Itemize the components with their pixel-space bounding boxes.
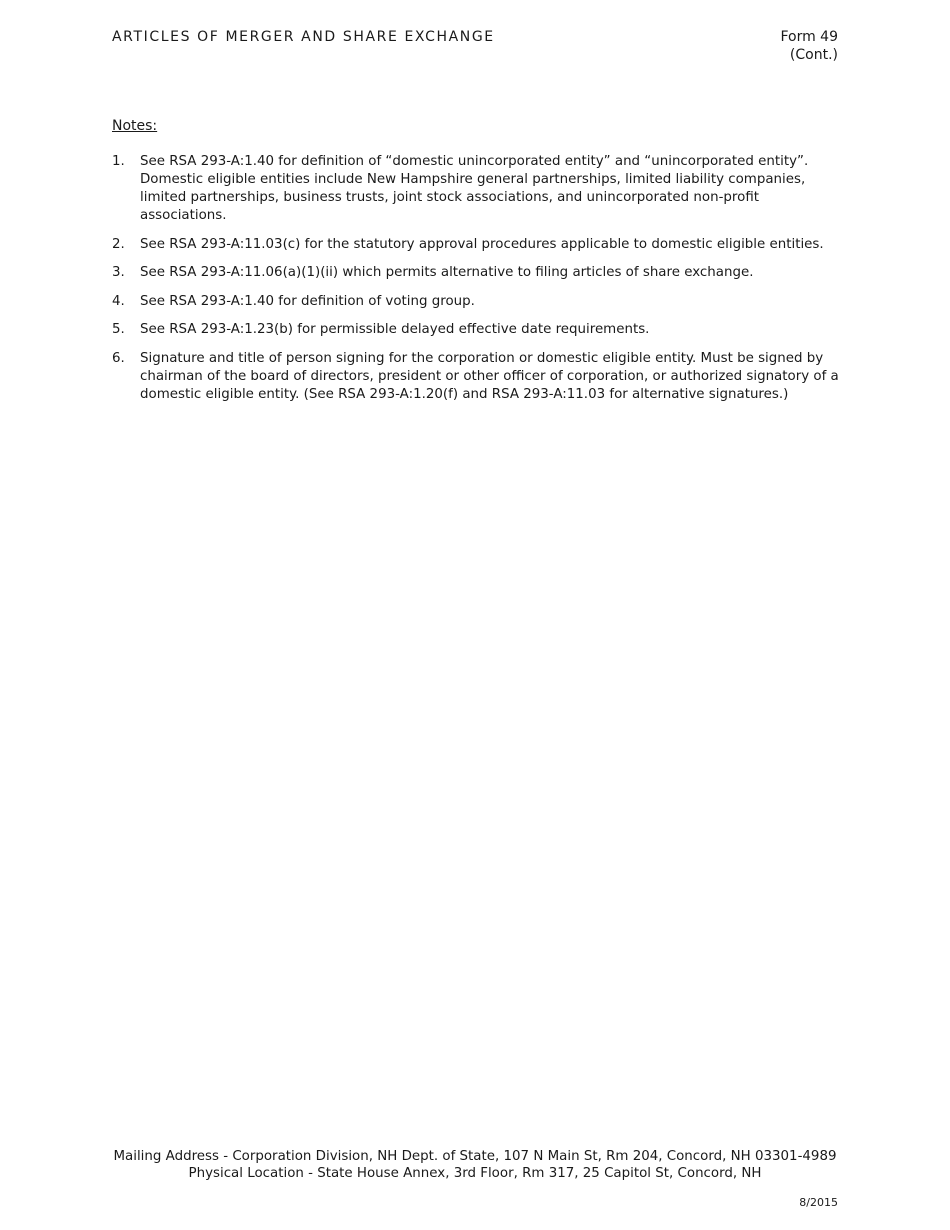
form-number: Form 49 — [780, 29, 838, 45]
note-item-2 — [112, 236, 842, 254]
note-number: 5. — [112, 322, 125, 337]
note-number: 6. — [112, 350, 125, 366]
note-number: 2. — [112, 236, 125, 252]
note-item-6 — [112, 350, 842, 404]
note-item-4 — [112, 293, 842, 311]
note-text: See RSA 293-A:11.06(a)(1)(ii) which permits alternative to filing articles of share exchange. — [140, 265, 754, 280]
document-title: ARTICLES OF MERGER AND SHARE EXCHANGE — [112, 29, 495, 45]
note-text: See RSA 293-A:1.40 for definition of “domestic unincorporated entity” and “unincorporated entity”. Domestic eligible entities include New Hampshire general partnerships, limited liability companies, limited partnerships, business trusts, joint stock associations, and unincorporated non-profit associations. — [140, 154, 809, 223]
mailing-address: Mailing Address - Corporation Division, NH Dept. of State, 107 N Main St, Rm 204, Concord, NH 03301-4989 — [113, 1149, 837, 1164]
note-number: 1. — [112, 154, 125, 169]
note-item-5 — [112, 321, 842, 339]
note-text: Signature and title of person signing for the corporation or domestic eligible entity. Must be signed by chairman of the board of directors, president or other officer of corporation, or authorized signatory of a domestic eligible entity. (See RSA 293-A:1.20(f) and RSA 293-A:11.03 for alternative signatures.) — [140, 350, 839, 402]
revision-date: 8/2015 — [799, 1196, 838, 1209]
notes-heading: Notes: — [112, 118, 158, 134]
notes-list — [112, 153, 842, 414]
note-item-3 — [112, 264, 842, 282]
note-text: See RSA 293-A:11.03(c) for the statutory approval procedures applicable to domestic eligible entities. — [140, 236, 824, 252]
note-number: 3. — [112, 265, 125, 280]
note-text: See RSA 293-A:1.40 for definition of voting group. — [140, 293, 475, 309]
note-item-1 — [112, 153, 842, 225]
physical-location: Physical Location - State House Annex, 3rd Floor, Rm 317, 25 Capitol St, Concord, NH — [188, 1166, 762, 1181]
form-continuation: (Cont.) — [789, 47, 838, 63]
note-text: See RSA 293-A:1.23(b) for permissible delayed effective date requirements. — [140, 322, 650, 337]
note-number: 4. — [112, 293, 125, 309]
form-identifier — [780, 28, 838, 64]
page-footer — [0, 1148, 950, 1182]
